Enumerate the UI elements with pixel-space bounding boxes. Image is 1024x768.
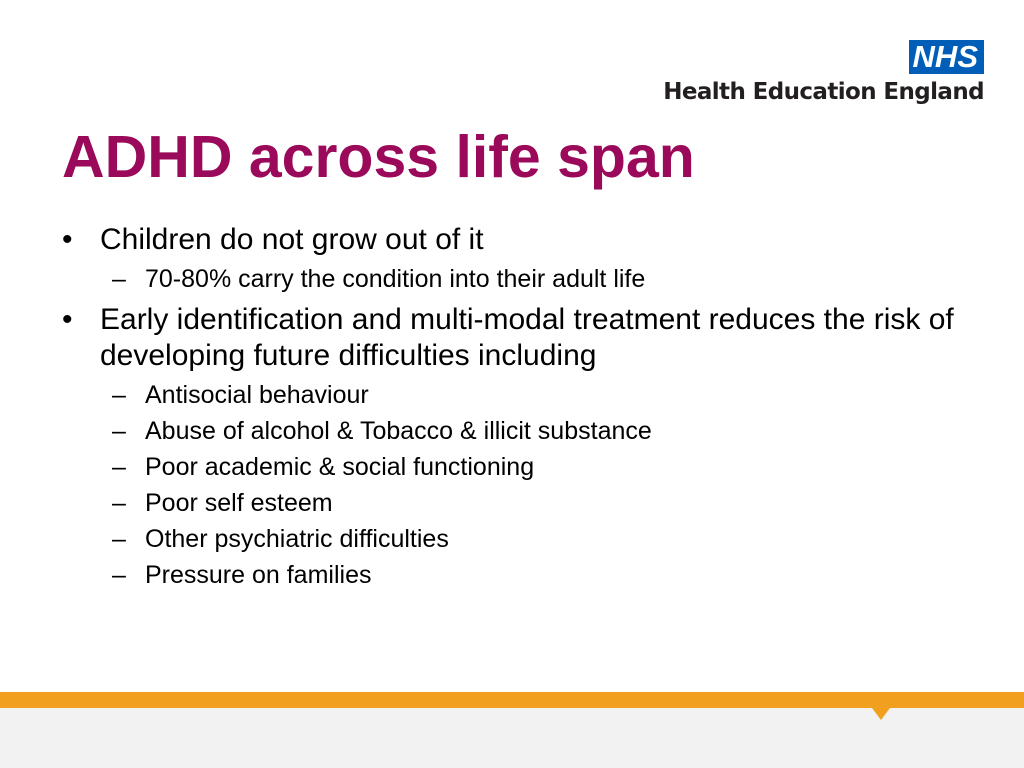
sub-bullet-text: Antisocial behaviour [145,381,369,409]
bullet-marker: • [62,223,73,256]
sub-bullet-text: Abuse of alcohol & Tobacco & illicit substance [145,417,652,445]
bullet-text: Children do not grow out of it [100,223,484,256]
bullet-item [62,302,962,374]
sub-bullet-text: Other psychiatric difficulties [145,525,449,553]
sub-bullet-text: Poor academic & social functioning [145,453,535,481]
sub-bullet-text: 70-80% carry the condition into their adult life [145,265,646,293]
sub-bullet-item [62,524,962,554]
sub-bullet-marker: – [112,489,126,517]
bullet-marker: • [62,303,73,336]
footer-orange-band [0,692,1024,708]
sub-bullet-marker: – [112,265,126,293]
sub-bullet-marker: – [112,525,126,553]
sub-bullet-item [62,452,962,482]
sub-bullet-marker: – [112,381,126,409]
footer-notch [872,708,890,720]
bullet-text: Early identification and multi-modal treatment reduces the risk of developing future difficulties including [100,303,954,372]
bullet-item [62,222,962,258]
nhs-hee-logo [663,40,984,105]
sub-bullet-text: Pressure on families [145,561,372,589]
sub-bullet-item [62,416,962,446]
sub-bullet-text: Poor self esteem [145,489,333,517]
sub-bullet-item [62,488,962,518]
sub-bullet-item [62,560,962,590]
org-name: Health Education England [663,79,984,105]
slide-title: ADHD across life span [62,124,695,190]
sub-bullet-item [62,264,962,294]
sub-bullet-marker: – [112,561,126,589]
bullet-list [62,222,962,590]
nhs-logo: NHS [909,40,984,74]
sub-bullet-marker: – [112,453,126,481]
sub-bullet-marker: – [112,417,126,445]
footer-grey-base [0,708,1024,768]
sub-bullet-item [62,380,962,410]
